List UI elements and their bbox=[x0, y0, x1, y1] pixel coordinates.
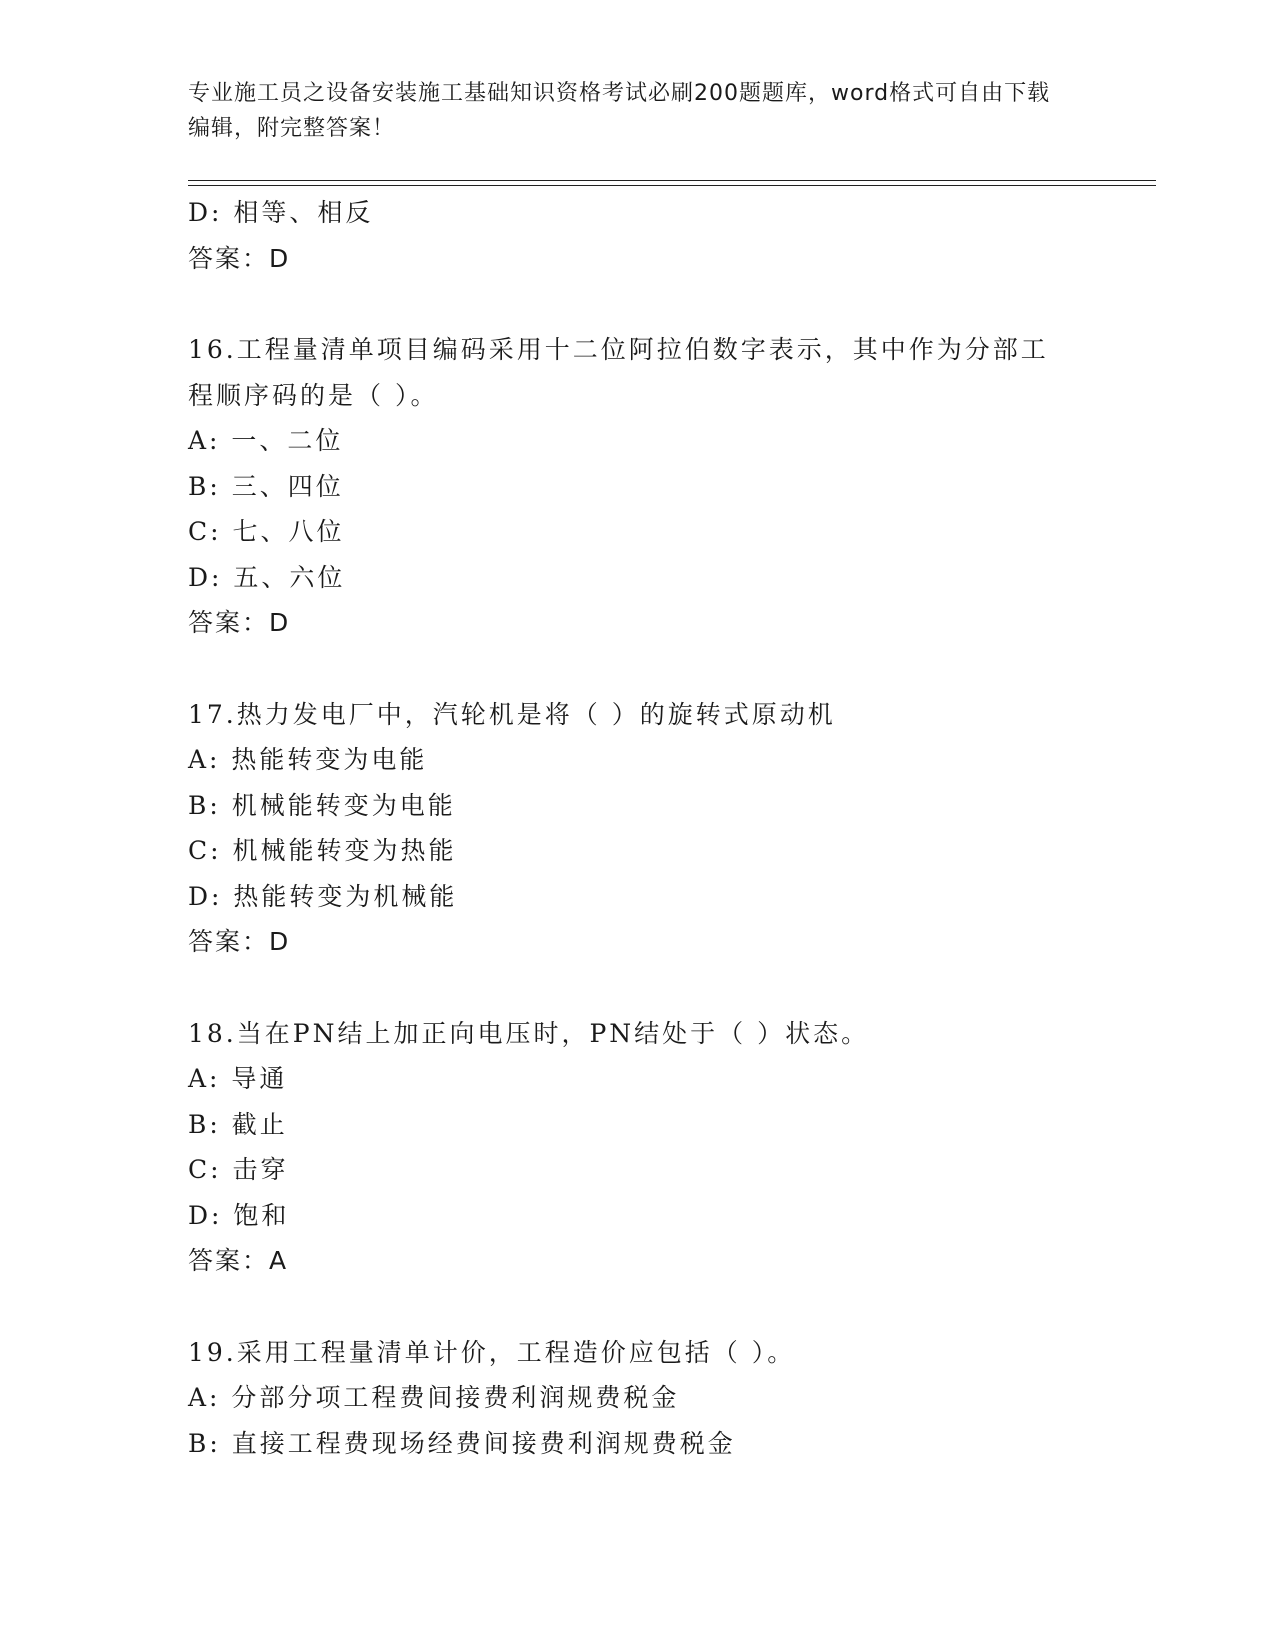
option-line: D: 相等、相反 bbox=[188, 198, 374, 227]
option-line: B: 截止 bbox=[188, 1109, 288, 1139]
option-line: C: 击穿 bbox=[188, 1155, 289, 1184]
option-line: C: 七、八位 bbox=[188, 517, 345, 546]
option-line: B: 机械能转变为电能 bbox=[188, 790, 456, 820]
question-15-tail bbox=[188, 190, 1088, 281]
question-18 bbox=[188, 1011, 1088, 1284]
question-stem: 17.热力发电厂中，汽轮机是将（ ）的旋转式原动机 bbox=[188, 699, 836, 729]
option-line: D: 饱和 bbox=[188, 1200, 290, 1230]
answer-line: 答案：A bbox=[188, 1246, 289, 1275]
option-line: B: 三、四位 bbox=[188, 471, 344, 501]
option-line: A: 一、二位 bbox=[188, 426, 344, 455]
question-stem: 19.采用工程量清单计价，工程造价应包括（ ）。 bbox=[188, 1337, 796, 1367]
question-stem: 16.工程量清单项目编码采用十二位阿拉伯数字表示，其中作为分部工 bbox=[188, 335, 1049, 364]
option-line: A: 分部分项工程费间接费利润规费税金 bbox=[188, 1383, 680, 1412]
question-19 bbox=[188, 1330, 1088, 1467]
option-line: D: 热能转变为机械能 bbox=[188, 881, 458, 911]
question-stem: 18.当在PN结上加正向电压时，PN结处于（ ）状态。 bbox=[188, 1018, 870, 1048]
option-line: B: 直接工程费现场经费间接费利润规费税金 bbox=[188, 1428, 736, 1458]
option-line: A: 热能转变为电能 bbox=[188, 745, 428, 774]
answer-line: 答案：D bbox=[188, 243, 291, 273]
document-body bbox=[188, 190, 1088, 1466]
header-rule-bottom bbox=[188, 185, 1156, 186]
header-rule-top bbox=[188, 180, 1156, 181]
answer-line: 答案：D bbox=[188, 608, 291, 637]
document-header bbox=[188, 76, 1068, 146]
question-17 bbox=[188, 692, 1088, 965]
option-line: D: 五、六位 bbox=[188, 562, 346, 592]
option-line: C: 机械能转变为热能 bbox=[188, 836, 457, 865]
header-text: 专业施工员之设备安装施工基础知识资格考试必刷200题题库，word格式可自由下载编辑，附完整答案！ bbox=[188, 81, 1051, 141]
question-stem-continued: 程顺序码的是（ ）。 bbox=[188, 380, 439, 410]
question-16 bbox=[188, 327, 1088, 646]
answer-line: 答案：D bbox=[188, 927, 291, 956]
option-line: A: 导通 bbox=[188, 1064, 288, 1093]
